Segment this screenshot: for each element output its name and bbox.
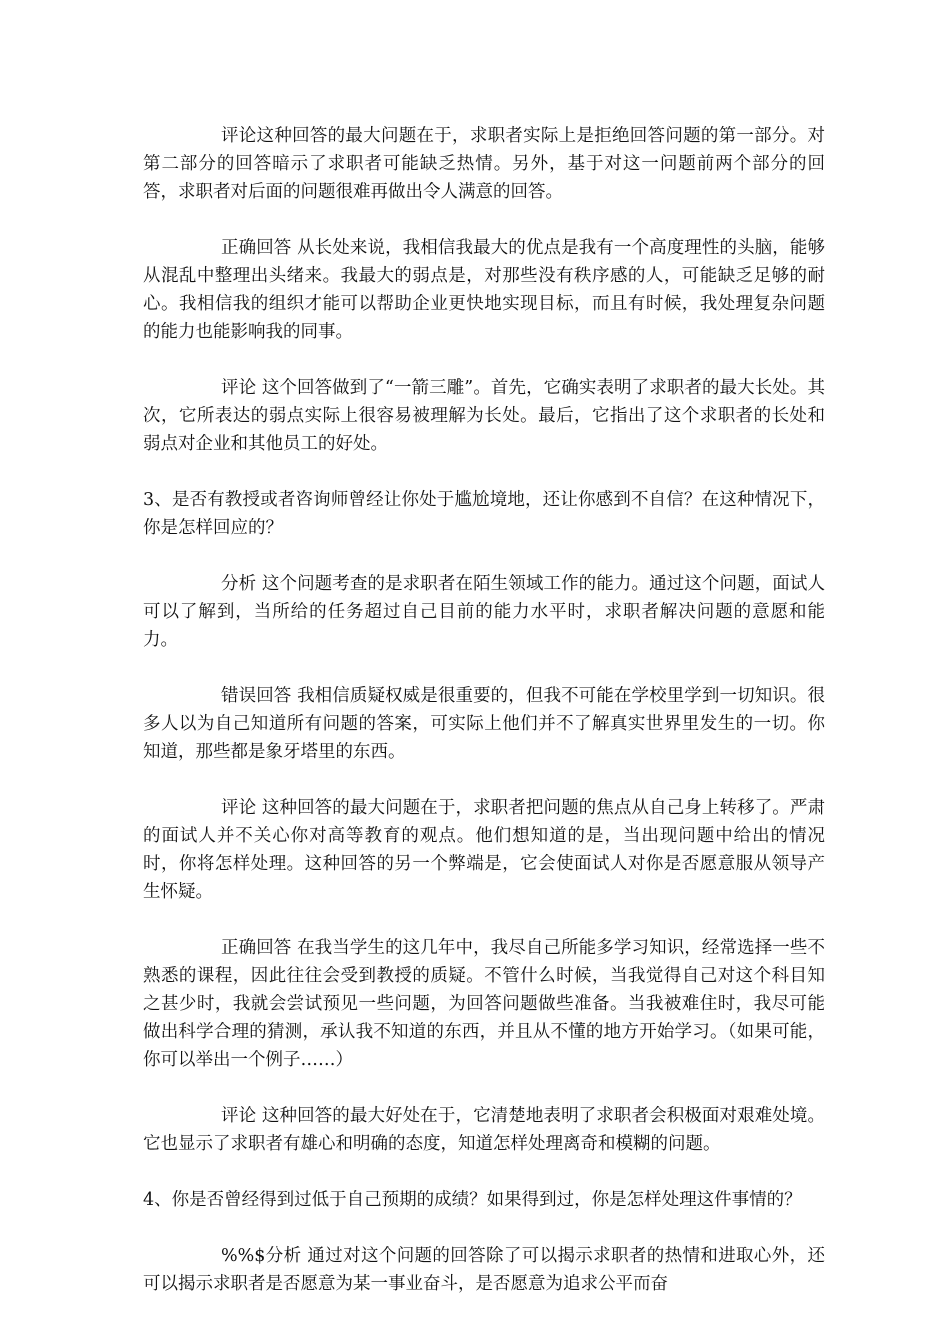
- document-page: [143, 122, 825, 1326]
- question-4: 4、你是否曾经得到过低于自己预期的成绩？如果得到过，你是怎样处理这件事情的？: [143, 1190, 802, 1210]
- paragraph-comment-3a: 评论 这种回答的最大问题在于，求职者把问题的焦点从自己身上转移了。严肃的面试人并不关心你对高等教育的观点。他们想知道的是，当出现问题中给出的情况时，你将怎样处理。这种回答的另一个弊端是，它会使面试人对你是否愿意服从领导产生怀疑。: [143, 798, 825, 902]
- paragraph-analysis-4: %%$分析 通过对这个问题的回答除了可以揭示求职者的热情和进取心外，还可以揭示求职者是否愿意为某一事业奋斗，是否愿意为追求公平而奋: [143, 1246, 825, 1294]
- paragraph-comment-1: 评论这种回答的最大问题在于，求职者实际上是拒绝回答问题的第一部分。对第二部分的回答暗示了求职者可能缺乏热情。另外，基于对这一问题前两个部分的回答，求职者对后面的问题很难再做出令人满意的回答。: [143, 126, 825, 202]
- question-3: 3、是否有教授或者咨询师曾经让你处于尴尬境地，还让你感到不自信？在这种情况下，你是怎样回应的？: [143, 490, 825, 538]
- paragraph-comment-2: 评论 这个回答做到了“一箭三雕”。首先，它确实表明了求职者的最大长处。其次，它所表达的弱点实际上很容易被理解为长处。最后，它指出了这个求职者的长处和弱点对企业和其他员工的好处。: [143, 378, 825, 454]
- paragraph-correct-answer-1: 正确回答 从长处来说，我相信我最大的优点是我有一个高度理性的头脑，能够从混乱中整理出头绪来。我最大的弱点是，对那些没有秩序感的人，可能缺乏足够的耐心。我相信我的组织才能可以帮助企业更快地实现目标，而且有时候，我处理复杂问题的能力也能影响我的同事。: [143, 238, 825, 342]
- paragraph-analysis-3: 分析 这个问题考查的是求职者在陌生领域工作的能力。通过这个问题，面试人可以了解到，当所给的任务超过自己目前的能力水平时，求职者解决问题的意愿和能力。: [143, 574, 825, 650]
- paragraph-wrong-answer-3: 错误回答 我相信质疑权威是很重要的，但我不可能在学校里学到一切知识。很多人以为自己知道所有问题的答案，可实际上他们并不了解真实世界里发生的一切。你知道，那些都是象牙塔里的东西。: [143, 686, 825, 762]
- paragraph-correct-answer-3: 正确回答 在我当学生的这几年中，我尽自己所能多学习知识，经常选择一些不熟悉的课程，因此往往会受到教授的质疑。不管什么时候，当我觉得自己对这个科目知之甚少时，我就会尝试预见一些问题，为回答问题做些准备。当我被难住时，我尽可能做出科学合理的猜测，承认我不知道的东西，并且从不懂的地方开始学习。（如果可能，你可以举出一个例子……）: [143, 938, 825, 1070]
- paragraph-comment-3b: 评论 这种回答的最大好处在于，它清楚地表明了求职者会积极面对艰难处境。它也显示了求职者有雄心和明确的态度，知道怎样处理离奇和模糊的问题。: [143, 1106, 825, 1154]
